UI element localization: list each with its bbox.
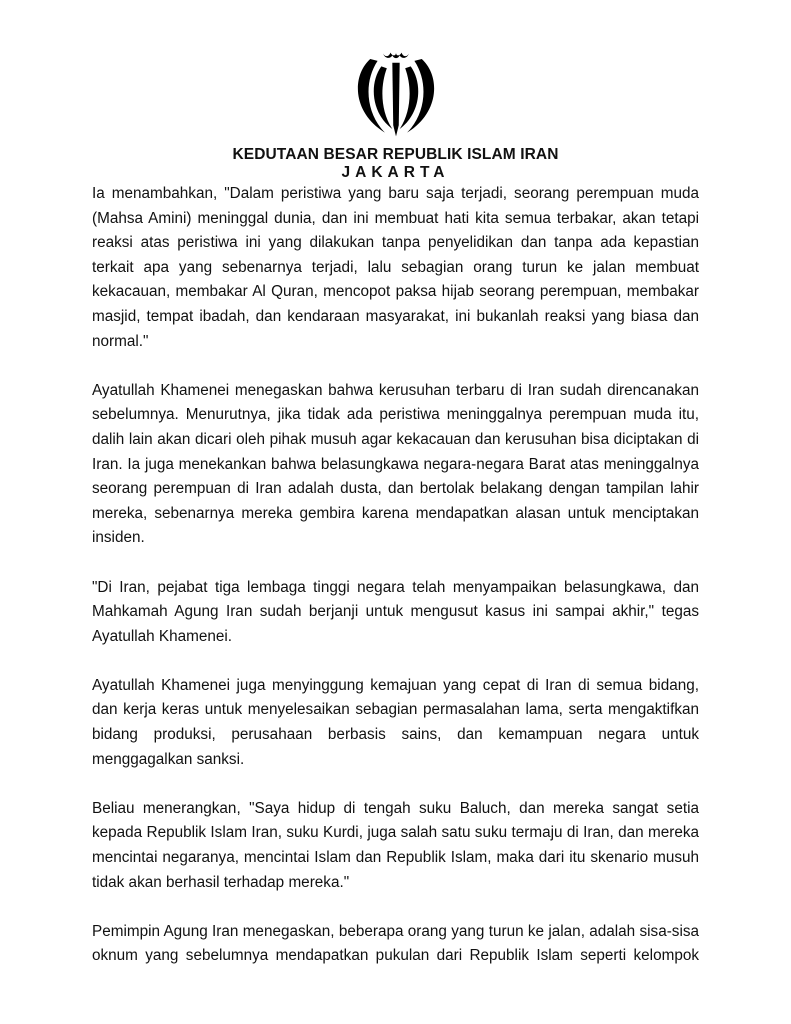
paragraph: Pemimpin Agung Iran menegaskan, beberapa orang yang turun ke jalan, adalah sisa-sisa oknum yang sebelumnya mendapatkan pukulan dari Republik Islam seperti kelompok <box>92 922 699 965</box>
paragraph: "Di Iran, pejabat tiga lembaga tinggi negara telah menyampaikan belasungkawa, dan Mahkamah Agung Iran sudah berjanji untuk mengusut kasus ini sampai akhir," tegas Ayatullah Khamenei. <box>92 578 699 645</box>
embassy-title: KEDUTAAN BESAR REPUBLIK ISLAM IRAN <box>232 146 559 163</box>
paragraph: Ayatullah Khamenei juga menyinggung kemajuan yang cepat di Iran di semua bidang, dan kerja keras untuk menyelesaikan sebagian permasalahan lama, serta mengaktifkan bidang produksi, perusahaan berbasis sains, dan kemampuan negara untuk menggagalkan sanksi. <box>92 676 699 768</box>
embassy-city: JAKARTA <box>341 164 450 181</box>
document-body <box>92 182 699 994</box>
iran-emblem-icon <box>350 48 442 140</box>
paragraph: Ayatullah Khamenei menegaskan bahwa kerusuhan terbaru di Iran sudah direncanakan sebelumnya. Menurutnya, jika tidak ada peristiwa meninggalnya perempuan muda itu, dalih lain akan dicari oleh pihak musuh agar kekacauan dan kerusuhan bisa diciptakan di Iran. Ia juga menekankan bahwa belasungkawa negara-negara Barat atas meninggalnya seorang perempuan di Iran adalah dusta, dan bertolak belakang dengan tampilan lahir mereka, sebenarnya mereka gembira karena mendapatkan alasan untuk menciptakan insiden. <box>92 381 699 547</box>
paragraph: Ia menambahkan, "Dalam peristiwa yang baru saja terjadi, seorang perempuan muda (Mahsa Amini) meninggal dunia, dan ini membuat hati kita semua terbakar, akan tetapi reaksi atas peristiwa ini yang dilakukan tanpa penyelidikan dan tanpa ada kepastian terkait apa yang sebenarnya terjadi, lalu sebagian orang turun ke jalan membuat kekacauan, membakar Al Quran, mencopot paksa hijab seorang perempuan, membakar masjid, tempat ibadah, dan kendaraan masyarakat, ini bukanlah reaksi yang biasa dan normal." <box>92 185 699 350</box>
paragraph: Beliau menerangkan, "Saya hidup di tengah suku Baluch, dan mereka sangat setia kepada Republik Islam Iran, suku Kurdi, juga salah satu suku termaju di Iran, dan mereka mencintai negaranya, mencintai Islam dan Republik Islam, maka dari itu skenario musuh tidak akan berhasil terhadap mereka." <box>92 799 699 891</box>
